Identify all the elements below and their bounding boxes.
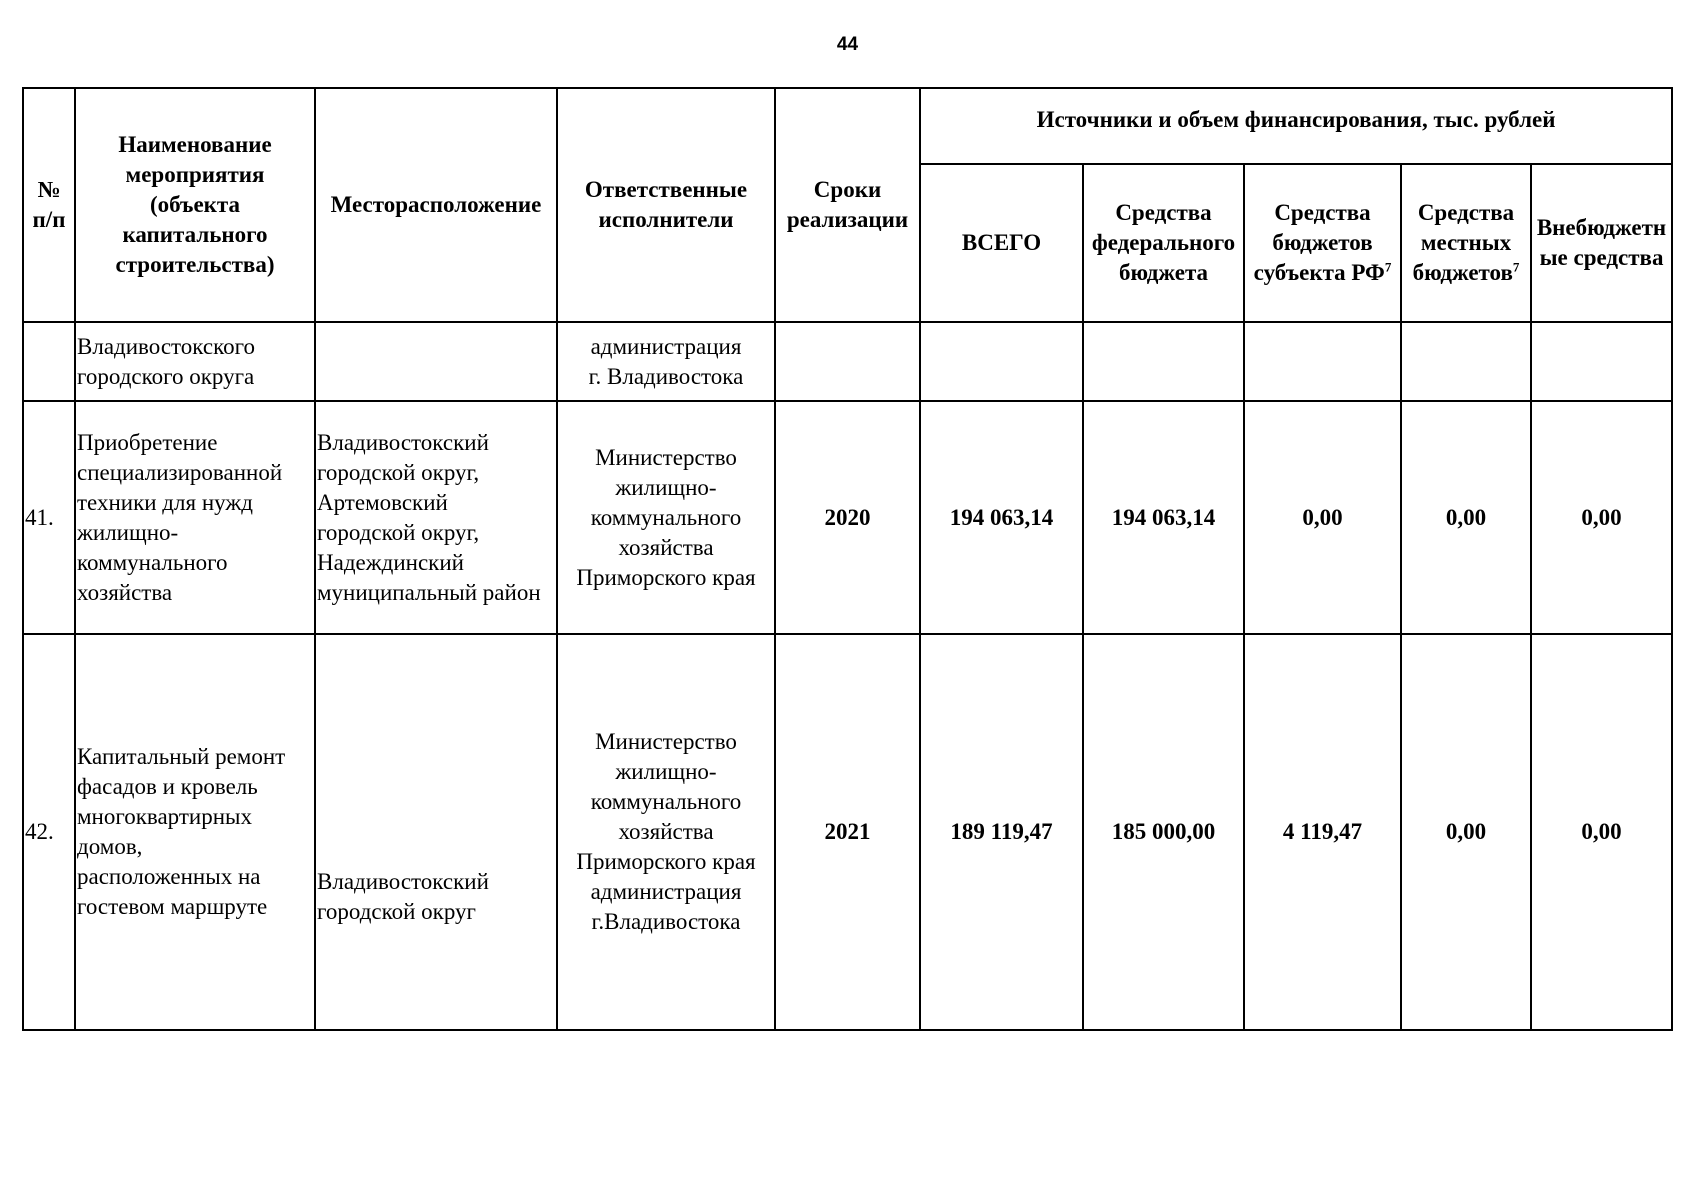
table-row bbox=[23, 322, 1672, 401]
header-extra: Внебюджетн ые средства bbox=[1531, 164, 1672, 322]
row-location: Владивостокский городской округ bbox=[315, 634, 557, 1030]
row-total bbox=[920, 322, 1083, 401]
page-number: 44 bbox=[836, 34, 859, 55]
row-num bbox=[23, 322, 75, 401]
row-responsible: Министерство жилищно- коммунального хозяйства Приморского края администрация г.Владивостока bbox=[557, 634, 775, 1030]
row-period bbox=[775, 322, 920, 401]
row-federal: 185 000,00 bbox=[1083, 634, 1244, 1030]
header-total: ВСЕГО bbox=[920, 164, 1083, 322]
header-row-1 bbox=[23, 88, 1672, 164]
row-location bbox=[315, 322, 557, 401]
row-extra: 0,00 bbox=[1531, 401, 1672, 634]
table-row bbox=[23, 401, 1672, 634]
header-subject bbox=[1244, 164, 1401, 322]
row-extra bbox=[1531, 322, 1672, 401]
header-local-label: Средства местных бюджетов bbox=[1412, 200, 1515, 285]
header-period: Сроки реализации bbox=[775, 88, 920, 322]
row-period: 2020 bbox=[775, 401, 920, 634]
header-location: Месторасположение bbox=[315, 88, 557, 322]
row-local bbox=[1401, 322, 1531, 401]
header-subject-footnote: 7 bbox=[1384, 259, 1392, 275]
header-subject-label: Средства бюджетов субъекта РФ bbox=[1253, 200, 1385, 285]
row-num: 42. bbox=[23, 634, 75, 1030]
header-responsible: Ответственные исполнители bbox=[557, 88, 775, 322]
table-row bbox=[23, 634, 1672, 1030]
row-federal: 194 063,14 bbox=[1083, 401, 1244, 634]
row-extra: 0,00 bbox=[1531, 634, 1672, 1030]
header-name: Наименование мероприятия (объекта капитального строительства) bbox=[75, 88, 315, 322]
row-subject bbox=[1244, 322, 1401, 401]
row-total: 194 063,14 bbox=[920, 401, 1083, 634]
row-local: 0,00 bbox=[1401, 634, 1531, 1030]
header-federal: Средства федерального бюджета bbox=[1083, 164, 1244, 322]
row-total: 189 119,47 bbox=[920, 634, 1083, 1030]
header-local bbox=[1401, 164, 1531, 322]
row-name: Владивостокского городского округа bbox=[75, 322, 315, 401]
funding-table bbox=[22, 87, 1673, 1031]
row-federal bbox=[1083, 322, 1244, 401]
row-responsible: администрация г. Владивостока bbox=[557, 322, 775, 401]
header-funding-group: Источники и объем финансирования, тыс. рублей bbox=[920, 88, 1672, 164]
row-local: 0,00 bbox=[1401, 401, 1531, 634]
row-responsible: Министерство жилищно- коммунального хозяйства Приморского края bbox=[557, 401, 775, 634]
row-subject: 0,00 bbox=[1244, 401, 1401, 634]
row-name: Приобретение специализированной техники для нужд жилищно- коммунального хозяйства bbox=[75, 401, 315, 634]
row-num: 41. bbox=[23, 401, 75, 634]
row-period: 2021 bbox=[775, 634, 920, 1030]
row-name: Капитальный ремонт фасадов и кровель многоквартирных домов, расположенных на гостевом маршруте bbox=[75, 634, 315, 1030]
row-location: Владивостокский городской округ, Артемовский городской округ, Надеждинский муниципальный район bbox=[315, 401, 557, 634]
row-subject: 4 119,47 bbox=[1244, 634, 1401, 1030]
header-local-footnote: 7 bbox=[1512, 259, 1520, 275]
header-num: № п/п bbox=[23, 88, 75, 322]
